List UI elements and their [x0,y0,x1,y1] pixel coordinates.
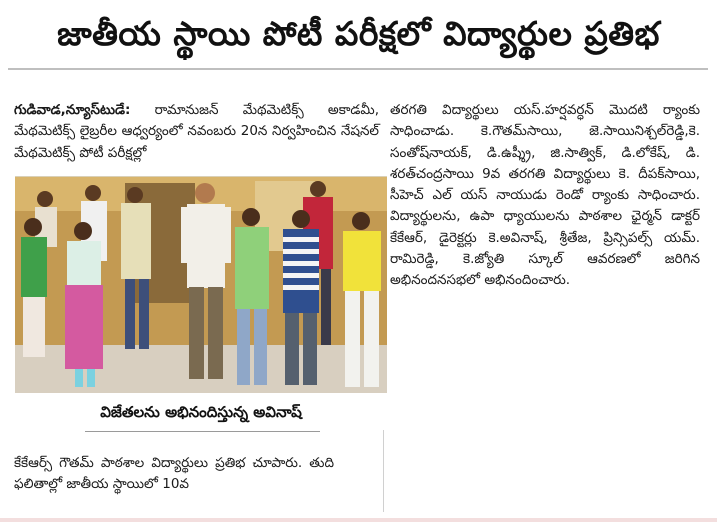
bottom-border [0,518,717,522]
students-group-photo [15,177,387,393]
photo-front-row-boys [235,208,381,387]
article-right-column [390,100,700,292]
dateline: గుడివాడ,న్యూస్‌టుడే: [14,102,131,118]
headline: జాతీయ స్థాయి పోటీ పరీక్షలో విద్యార్థుల ప్రతిభ [57,14,660,53]
article-continuation-text: కేకేఆర్స్ గౌతమ్ పాఠశాల విద్యార్థులు ప్రతిభ చూపారు. తుది ఫలితాల్లో జాతీయ స్థాయిలో 10వ [14,455,334,493]
article-lead-text: రామానుజన్ మేథమెటిక్స్ అకాడమీ, మేథమెటిక్స్ లైబ్రరీల ఆధ్వర్యంలో నవంబరు 20న నిర్వహించిన నేషనల్ మేథమెటిక్స్ పోటీ పరీక్షల్లో [14,102,379,161]
headline-rule [8,68,708,70]
news-photo [15,176,387,393]
article-right-text: తరగతి విద్యార్థులు యస్.హర్షవర్ధన్ మొదటి ర్యాంకు సాధించాడు. కె.గౌతమ్‌సాయి, జె.సాయినిశ్చల్‌రెడ్డి,కె. సంతోష్‌నాయక్, డి.ఉష్శ్రీ, జి.సాత్విక్, డి.లోకేష్, డి. శరత్‌చంద్రసాయి 9వ తరగతి విద్యార్థులు కె. దీపక్‌సాయి, సీహెచ్ ఎల్ యస్ నాయుడు రెండో ర్యాంకు సాధించారు. విద్యార్థులను, ఉపా ధ్యాయులను పాఠశాల ఛైర్మన్ డాక్టర్ కేకేఆర్, డైరెక్టర్లు కె.అవినాష్, శ్రీతేజ, ప్రిన్సిపల్స్ యమ్. రామిరెడ్డి, కె.జ్యోతి స్కూల్ ఆవరణలో జరిగిన అభినందనసభలో అభినందించారు. [390,102,700,289]
column-divider [383,430,384,512]
caption-rule [85,431,320,432]
article-left-column-top [14,100,379,164]
article-left-column-bottom [14,453,334,496]
photo-caption: విజేతలను అభినందిస్తున్న అవినాష్ [100,403,302,421]
article-lead-paragraph [14,100,379,164]
